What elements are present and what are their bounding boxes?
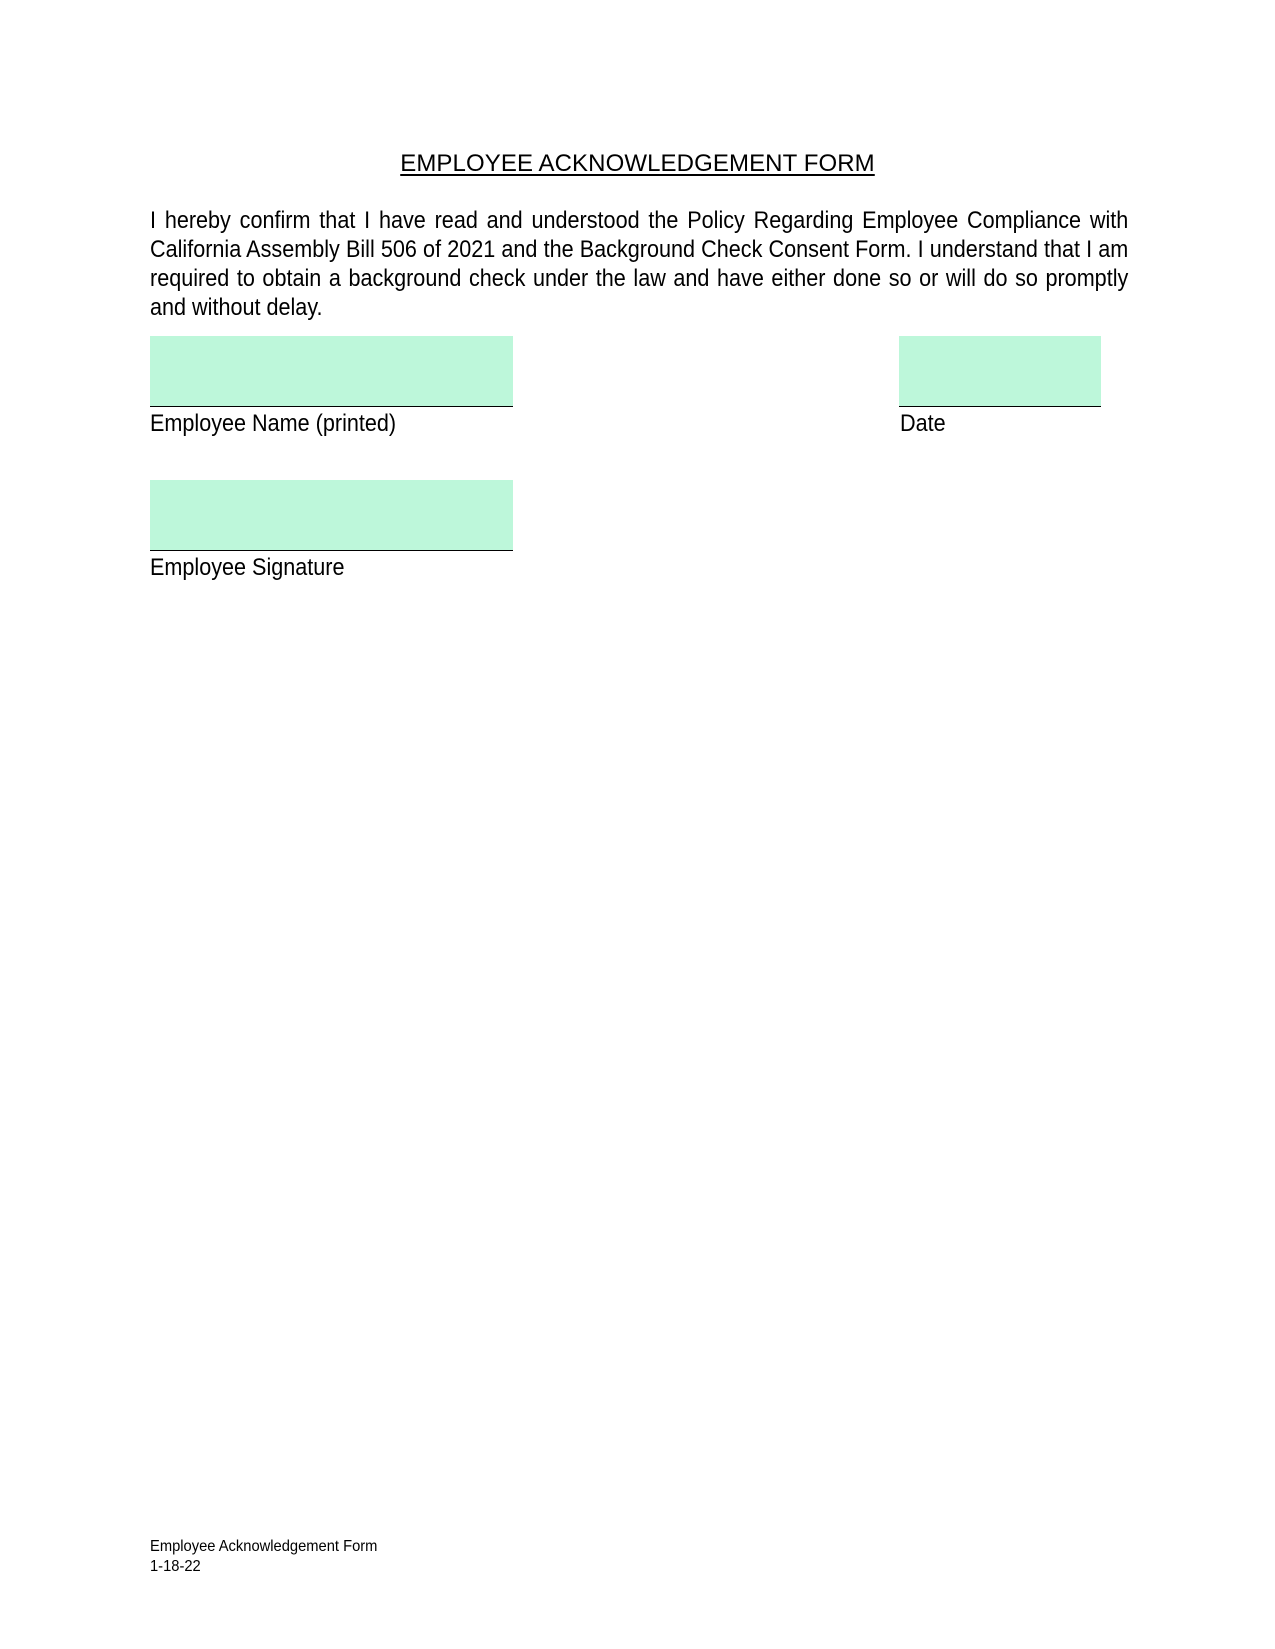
acknowledgement-paragraph: I hereby confirm that I have read and understood the Policy Regarding Employee Compliance with California Assembly Bill 506 of 2021 and the Background Check Consent Form. I understand that I am required to obtain a background check under the law and have either done so or will do so promptly and without delay. (150, 207, 1129, 321)
employee-name-field[interactable] (150, 336, 513, 407)
footer-form-name: Employee Acknowledgement Form (150, 1538, 378, 1555)
employee-name-label: Employee Name (printed) (150, 410, 397, 437)
footer-revision-date: 1-18-22 (150, 1558, 201, 1575)
employee-signature-label: Employee Signature (150, 554, 345, 581)
page-footer (150, 1537, 377, 1577)
date-label: Date (900, 410, 946, 437)
employee-signature-field[interactable] (150, 480, 513, 551)
date-field[interactable] (899, 336, 1101, 407)
form-title: EMPLOYEE ACKNOWLEDGEMENT FORM (400, 150, 875, 177)
